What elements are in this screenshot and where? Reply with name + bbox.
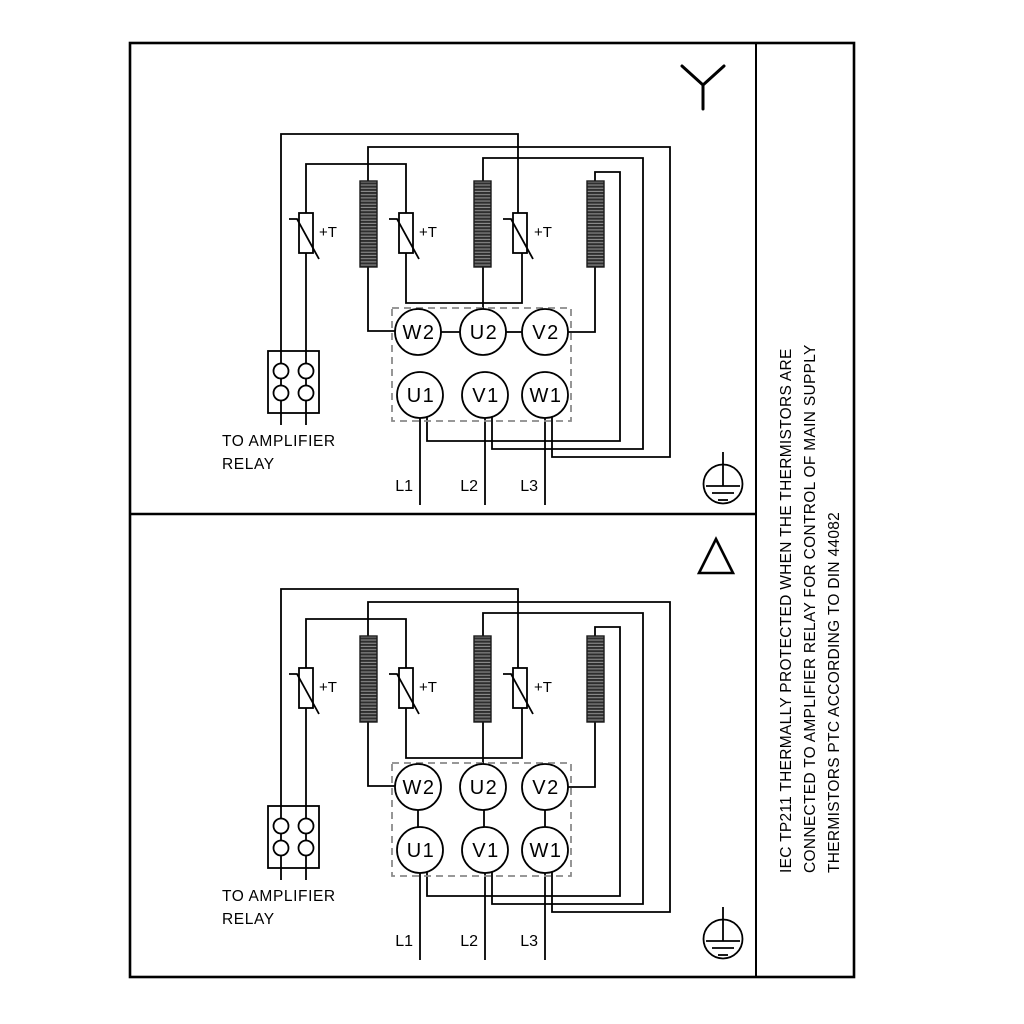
note-line-3: THERMISTORS PTC ACCORDING TO DIN 44082 [826, 511, 843, 873]
note-line-1: IEC TP211 THERMALLY PROTECTED WHEN THE THERMISTORS ARE [778, 348, 795, 873]
note-line-2: CONNECTED TO AMPLIFIER RELAY FOR CONTROL OF MAIN SUPPLY [802, 344, 819, 873]
